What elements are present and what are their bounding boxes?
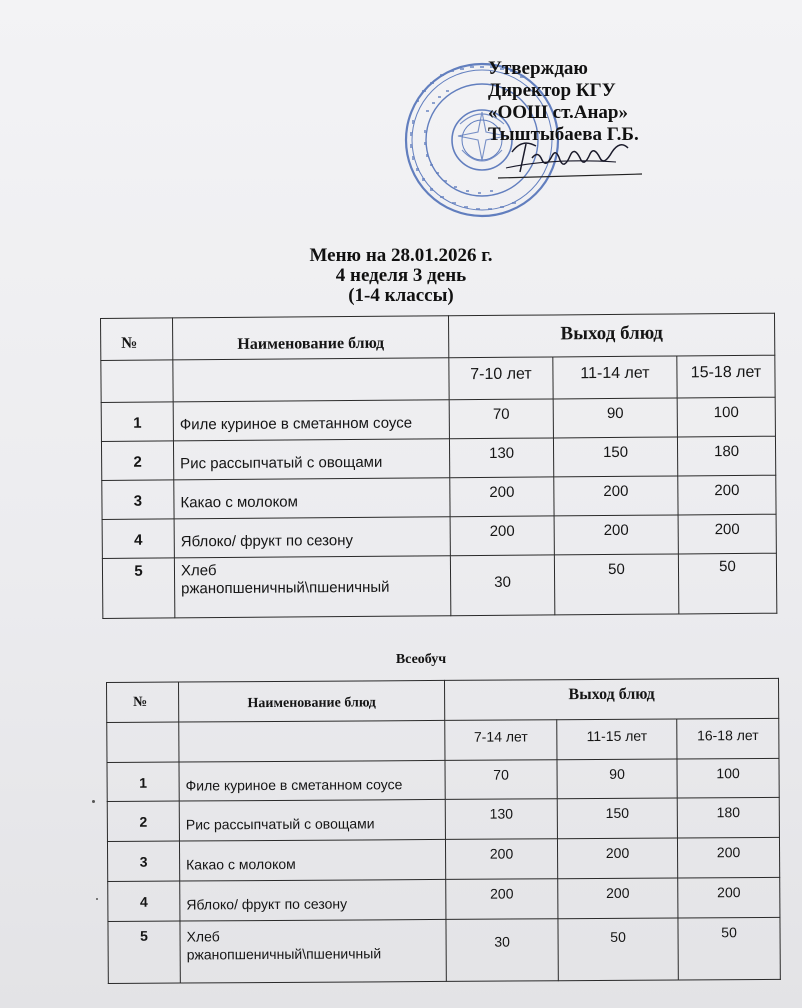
portion-age-3: 180 [677,436,775,476]
paper-speck [96,898,98,900]
approval-line-organization: «ООШ ст.Анар» [488,102,628,123]
row-number: 3 [102,480,174,520]
portion-age-1: 200 [446,879,558,920]
portion-age-1: 30 [446,919,558,982]
table-header-row [101,313,775,360]
table-row [108,917,780,983]
portion-age-2: 150 [553,437,677,477]
portion-age-3: 200 [678,877,780,918]
table-age-row [101,355,775,402]
portion-age-2: 50 [554,554,678,615]
portion-age-2: 90 [557,759,677,799]
age-column-1: 7-10 лет [449,357,553,400]
dish-name-line-2: ржанопшеничный\пшеничный [186,945,382,963]
portion-age-1: 70 [449,399,553,439]
table-row [107,797,779,841]
portion-age-1: 200 [445,839,557,880]
portion-age-2: 150 [557,798,677,839]
table-row [108,877,780,921]
portion-age-3: 200 [677,837,779,878]
dish-name-line-1: Хлеб [180,562,217,580]
approval-line-director-name: Тыштыбаева Г.Б. [488,124,639,145]
column-header-dish-name: Наименование блюд [173,316,449,360]
dish-name [174,556,450,618]
menu-table-grades-1-4 [100,313,777,619]
row-number: 2 [107,801,179,841]
dish-name: Какао с молоком [179,839,445,881]
portion-age-3: 100 [677,758,779,798]
approval-line-position: Директор КГУ [488,80,616,101]
portion-age-3: 100 [677,397,775,437]
portion-age-3: 200 [678,475,776,515]
dish-name [180,919,446,983]
portion-age-3: 50 [678,553,776,614]
dish-name: Рис рассыпчатый с овощами [179,799,445,841]
portion-age-3: 50 [678,917,780,980]
column-header-number: № [101,318,173,361]
portion-age-1: 200 [450,516,554,556]
table-row [107,837,779,881]
row-number: 4 [108,881,180,921]
portion-age-1: 200 [450,477,554,517]
portion-age-2: 90 [553,398,677,438]
table-row [102,475,776,519]
row-number: 5 [108,921,180,983]
approval-line-approve: Утверждаю [488,58,588,79]
table-age-row [107,718,779,762]
row-number: 3 [107,841,179,881]
table-row [101,436,775,480]
table-row [102,514,776,558]
row-number: 2 [101,441,173,481]
age-column-3: 15-18 лет [677,355,775,398]
menu-table-vseobuch [106,678,781,984]
empty-cell [107,722,179,762]
portion-age-1: 30 [450,555,554,616]
age-column-2: 11-14 лет [553,356,677,399]
empty-cell [101,360,173,403]
age-column-3: 16-18 лет [677,718,779,759]
handwritten-signature [492,128,652,184]
column-header-dish-name: Наименование блюд [179,680,445,722]
column-header-output: Выход блюд [448,313,774,358]
portion-age-2: 50 [558,918,678,981]
age-column-2: 11-15 лет [557,719,677,760]
portion-age-3: 180 [677,797,779,838]
dish-name: Какао с молоком [174,478,450,519]
table-row [107,758,779,801]
dish-name: Яблоко/ фрукт по сезону [180,879,446,921]
dish-name: Филе куриное в сметанном соусе [173,400,449,441]
portion-age-2: 200 [558,878,678,919]
portion-age-2: 200 [554,515,678,555]
portion-age-1: 130 [449,438,553,478]
column-header-number: № [107,682,179,722]
paper-speck [92,800,95,803]
row-number: 5 [102,558,174,619]
table-row [102,553,776,618]
portion-age-1: 70 [445,760,557,800]
dish-name-line-2: ржанопшеничный\пшеничный [181,578,390,598]
portion-age-1: 130 [445,799,557,840]
dish-name: Филе куриное в сметанном соусе [179,760,445,801]
menu-week-day: 4 неделя 3 день [335,265,467,286]
row-number: 1 [101,402,173,442]
row-number: 1 [107,762,179,801]
portion-age-2: 200 [557,838,677,879]
menu-grades: (1-4 классы) [348,285,454,306]
dish-name: Рис рассыпчатый с овощами [173,439,449,480]
menu-title-block [0,246,802,306]
age-column-1: 7-14 лет [445,720,557,761]
table-row [101,397,775,441]
empty-cell [179,720,445,762]
table-header-row [107,678,779,722]
dish-name-line-1: Хлеб [186,928,220,945]
dish-name: Яблоко/ фрукт по сезону [174,517,450,558]
section-title-vseobuch: Всеобуч [395,652,447,667]
portion-age-2: 200 [554,476,678,516]
menu-date-title: Меню на 28.01.2026 г. [309,245,493,266]
column-header-output: Выход блюд [444,678,778,720]
row-number: 4 [102,519,174,559]
portion-age-3: 200 [678,514,776,554]
empty-cell [173,358,449,402]
